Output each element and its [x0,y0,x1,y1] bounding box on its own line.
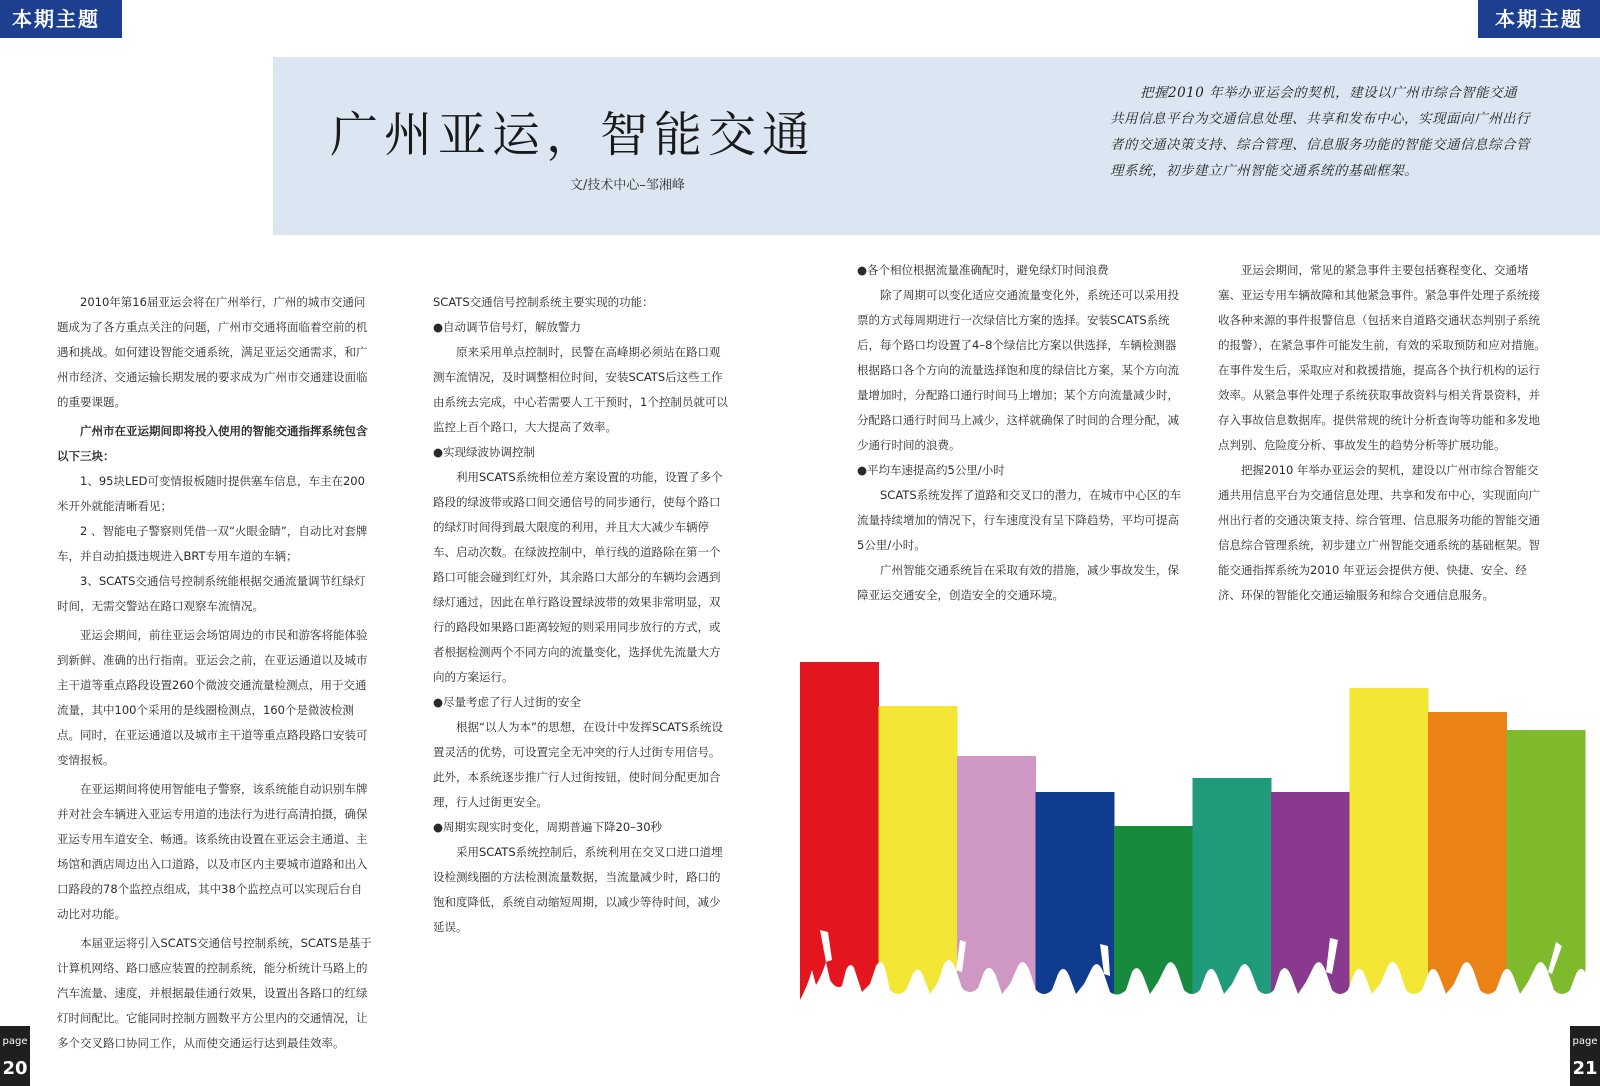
bullet-heading: ●尽量考虑了行人过街的安全 [433,695,582,709]
author-byline: 文/技术中心–邹湘峰 [570,178,685,193]
section-tag-right: 本期主题 [1478,0,1600,38]
paragraph: 广州智能交通系统旨在采取有效的措施，减少事故发生，保障亚运交通安全，创造安全的交通环境。 [857,563,1179,602]
paragraph: 在亚运期间将使用智能电子警察，该系统能自动识别车牌并对社会车辆进入亚运专用道的违法行为进行高清拍摄，确保亚运专用车道安全、畅通。该系统由设置在亚运会主通道、主场馆和酒店周边出入口道路，以及市区内主要城市道路和出入口路段的78个监控点组成，其中38个监控点可以实现后台自动比对功能。 [57,782,368,921]
paragraph-bold: 广州市在亚运期间即将投入使用的智能交通指挥系统包含以下三块： [57,424,368,463]
bullet-heading: ●自动调节信号灯，解放警力 [433,320,582,334]
paragraph: 除了周期可以变化适应交通流量变化外，系统还可以采用投票的方式每周期进行一次绿信比方案的选择。安装SCATS系统后，每个路口均设置了4–8个绿信比方案以供选择，车辆检测器根据路口各个方向的流量选择饱和度的绿信比方案，某个方向流量增加时，分配路口通行时间马上增加；某个方向流量减少时，分配路口通行时间马上减少，这样就确保了时间的合理分配，减少通行时间的浪费。 [857,288,1179,452]
bullet-heading: ●实现绿波协调控制 [433,445,536,459]
page-label: page [1572,1036,1598,1047]
paragraph: 原来采用单点控制时，民警在高峰期必须站在路口观测车流情况，及时调整相位时间，安装SCATS后这些工作由系统去完成，中心若需要人工干预时，1个控制员就可以监控上百个路口，大大提高了效率。 [433,345,728,434]
paragraph: SCATS系统发挥了道路和交叉口的潜力，在城市中心区的车流量持续增加的情况下，行车速度没有呈下降趋势，平均可提高5公里/小时。 [857,488,1182,552]
list-item: 2 、智能电子警察则凭借一双“火眼金睛”，自动比对套牌车，并自动拍摄违规进入BRT专用车道的车辆； [57,524,368,563]
intro-summary: 把握2010 年举办亚运会的契机，建设以广州市综合智能交通共用信息平台为交通信息处理、共享和发布中心，实现面向广州出行者的交通决策支持、综合管理、信息服务功能的智能交通信息综合管理系统，初步建立广州智能交通系统的基础框架。 [1110,85,1530,179]
page-number: 20 [2,1058,28,1079]
section-heading: SCATS交通信号控制系统主要实现的功能： [433,295,654,309]
bullet-heading: ●周期实现实时变化，周期普遍下降20–30秒 [433,820,663,834]
paragraph: 2010年第16届亚运会将在广州举行，广州的城市交通问题成为了各方重点关注的问题，广州市交通将面临着空前的机遇和挑战。如何建设智能交通系统，满足亚运交通需求，和广州市经济、交通运输长期发展的要求成为广州市交通建设面临的重要课题。 [57,295,368,409]
paragraph: 采用SCATS系统控制后，系统利用在交叉口进口道埋设检测线圈的方法检测流量数据，当流量减少时，路口的饱和度降低，系统自动缩短周期，以减少等待时间，减少延误。 [433,845,723,934]
page-number: 21 [1572,1058,1598,1079]
page-number-right [1570,1026,1600,1086]
paragraph: 根据“以人为本”的思想，在设计中发挥SCATS系统设置灵活的优势，可设置完全无冲突的行人过街专用信号。此外，本系统逐步推广行人过街按钮，使时间分配更加合理，行人过街更安全。 [433,720,724,809]
page-number-left [0,1026,30,1086]
list-item: 3、SCATS交通信号控制系统能根据交通流量调节红绿灯时间，无需交警站在路口观察车流情况。 [57,574,366,613]
list-item: 1、95块LED可变情报板随时提供塞车信息，车主在200米开外就能清晰看见； [57,474,365,513]
page-label: page [2,1036,28,1047]
bullet-heading: ●各个相位根据流量准确配时，避免绿灯时间浪费 [857,263,1109,277]
paragraph: 把握2010 年举办亚运会的契机，建设以广州市综合智能交通共用信息平台为交通信息处理、共享和发布中心，实现面向广州出行者的交通决策支持、综合管理、信息服务功能的智能交通信息综合管理系统，初步建立广州智能交通系统的基础框架。智能交通指挥系统为2010 年亚运会提供方便、快捷、安全、经济、环保的智能化交通运输服务和综合交通信息服务。 [1218,463,1540,602]
paragraph: 利用SCATS系统相位差方案设置的功能，设置了多个路段的绿波带或路口间交通信号的同步通行，使每个路口的绿灯时间得到最大限度的利用，并且大大减少车辆停车、启动次数。在绿波控制中，单行线的道路除在第一个路口可能会碰到红灯外，其余路口大部分的车辆均会遇到绿灯通过，因此在单行路设置绿波带的效果非常明显，双行的路段如果路口距离较短的则采用同步放行的方式，或者根据检测两个不同方向的流量变化，选择优先流量大方向的方案运行。 [433,470,723,684]
section-tag-left: 本期主题 [0,0,122,38]
paragraph: 亚运会期间，常见的紧急事件主要包括赛程变化、交通堵塞、亚运专用车辆故障和其他紧急事件。紧急事件处理子系统接收各种来源的事件报警信息（包括来自道路交通状态判别子系统的报警），在紧急事件可能发生前，有效的采取预防和应对措施。在事件发生后，采取应对和救援措施，提高各个执行机构的运行效率。从紧急事件处理子系统获取事故资料与相关背景资料，并存入事故信息数据库。提供常规的统计分析查询等功能和多发地点判别、危险度分析、事故发生的趋势分析等扩展功能。 [1218,263,1546,452]
paragraph: 亚运会期间，前往亚运会场馆周边的市民和游客将能体验到新鲜、准确的出行指南。亚运会之前，在亚运通道以及城市主干道等重点路段设置260个微波交通流量检测点，用于交通流量，其中100个采用的是线圈检测点，160个是微波检测点。同时，在亚运通道以及城市主干道等重点路段路口安装可变情报板。 [57,628,368,767]
paragraph: 本届亚运将引入SCATS交通信号控制系统，SCATS是基于计算机网络、路口感应装置的控制系统，能分析统计马路上的汽车流量、速度，并根据最佳通行效果，设置出各路口的红绿灯时间配比。它能同时控制方圆数平方公里内的交通情况，让多个交叉路口协同工作，从而使交通运行达到最佳效率。 [57,936,372,1050]
article-title: 广州亚运，智能交通 [330,107,817,163]
bullet-heading: ●平均车速提高约5公里/小时 [857,463,1005,477]
